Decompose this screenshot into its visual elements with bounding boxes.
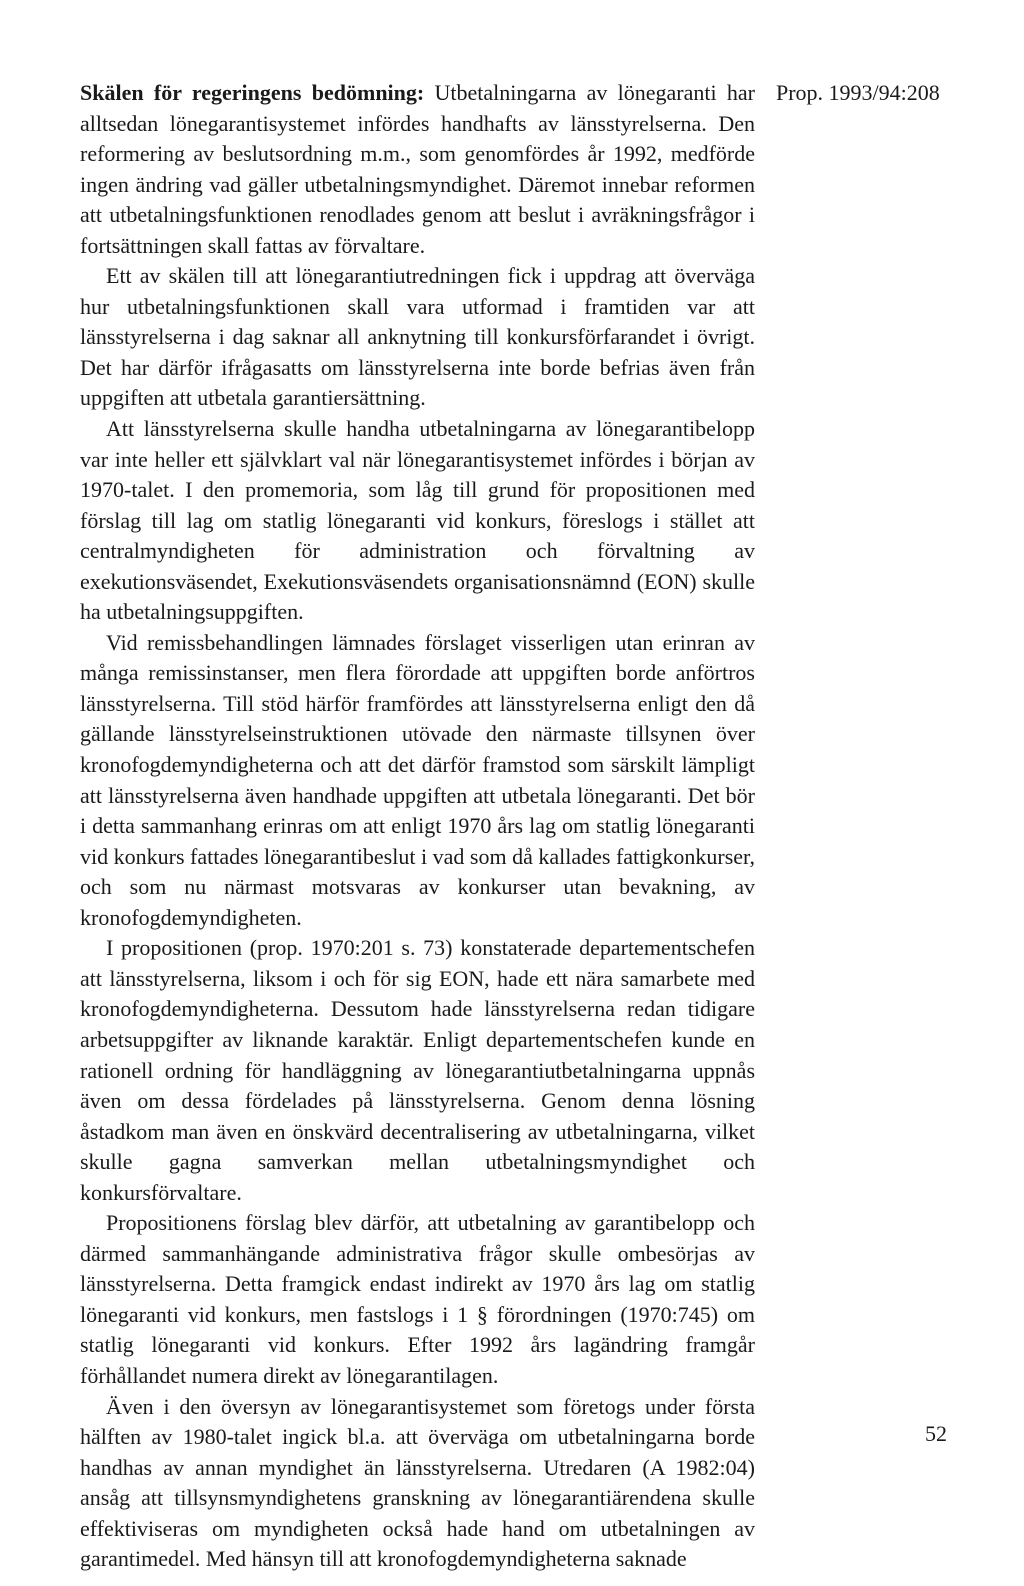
paragraph-6: Propositionens förslag blev därför, att utbetalning av garantibelopp och därmed sammanhängande administrativa frågor skulle ombesörjas av länsstyrelserna. Detta framgick endast indirekt av 1970 års lag om statlig lönegaranti vid konkurs, men fastslogs i 1 § förordningen (1970:745) om statlig lönegaranti vid konkurs. Efter 1992 års lagändring framgår förhållandet numera direkt av lönegarantilagen. [80,1210,755,1388]
page-number: 52 [925,1421,947,1446]
body-text [80,78,755,1575]
paragraph-heading: Skälen för regeringens bedömning: [80,80,425,105]
paragraph-1 [80,78,755,261]
paragraph-1-text: Utbetalningarna av lönegaranti har alltsedan lönegarantisystemet infördes handhafts av länsstyrelserna. Den reformering av beslutsordning m.m., som genomfördes år 1992, medförde ingen ändring vad gäller utbetalningsmyndighet. Däremot innebar reformen att utbetalningsfunktionen renodlades genom att beslut i avräkningsfrågor i fortsättningen skall fattas av förvaltare. [80,80,755,258]
paragraph-5: I propositionen (prop. 1970:201 s. 73) konstaterade departementschefen att länsstyrelserna, liksom i och för sig EON, hade ett nära samarbete med kronofogdemyndigheterna. Dessutom hade länsstyrelserna redan tidigare arbetsuppgifter av liknande karaktär. Enligt departementschefen kunde en rationell ordning för handläggning av lönegarantiutbetalningarna uppnås även om dessa fördelades på länsstyrelserna. Genom denna lösning åstadkom man även en önskvärd decentralisering av utbetalningarna, vilket skulle gagna samverkan mellan utbetalningsmyndighet och konkursförvaltare. [80,935,755,1205]
paragraph-2: Ett av skälen till att lönegarantiutredningen fick i uppdrag att överväga hur utbetalningsfunktionen skall vara utformad i framtiden var att länsstyrelserna i dag saknar all anknytning till konkursförfarandet i övrigt. Det har därför ifrågasatts om länsstyrelserna inte borde befrias även från uppgiften att utbetala garantiersättning. [80,263,755,411]
paragraph-7: Även i den översyn av lönegarantisystemet som företogs under första hälften av 1980-talet ingick bl.a. att överväga om utbetalningarna borde handhas av annan myndighet än länsstyrelserna. Utredaren (A 1982:04) ansåg att tillsynsmyndighetens granskning av lönegarantiärendena skulle effektiviseras om myndigheten också hade hand om utbetalningen av garantimedel. Med hänsyn till att kronofogdemyndigheterna saknade [80,1393,755,1572]
paragraph-3: Att länsstyrelserna skulle handha utbetalningarna av lönegarantibelopp var inte heller ett självklart val när lönegarantisystemet infördes i början av 1970-talet. I den promemoria, som låg till grund för propositionen med förslag till lag om statlig lönegaranti vid konkurs, föreslogs i stället att centralmyndigheten för administration och förvaltning av exekutionsväsendet, Exekutionsväsendets organisationsnämnd (EON) skulle ha utbetalningsuppgiften. [80,416,755,625]
paragraph-4: Vid remissbehandlingen lämnades förslaget visserligen utan erinran av många remissinstanser, men flera förordade att uppgiften borde anförtros länsstyrelserna. Till stöd härför framfördes att länsstyrelserna enligt den då gällande länsstyrelseinstruktionen utövade den närmaste tillsynen över kronofogdemyndigheterna och att det därför framstod som särskilt lämpligt att länsstyrelserna även handhade uppgiften att utbetala lönegaranti. Det bör i detta sammanhang erinras om att enligt 1970 års lag om statlig lönegaranti vid konkurs fattades lönegarantibeslut i vad som då kallades fattigkonkurser, och som nu närmast motsvaras av konkurser utan bevakning, av kronofogdemyndigheten. [80,629,755,930]
margin-reference: Prop. 1993/94:208 [776,80,940,105]
